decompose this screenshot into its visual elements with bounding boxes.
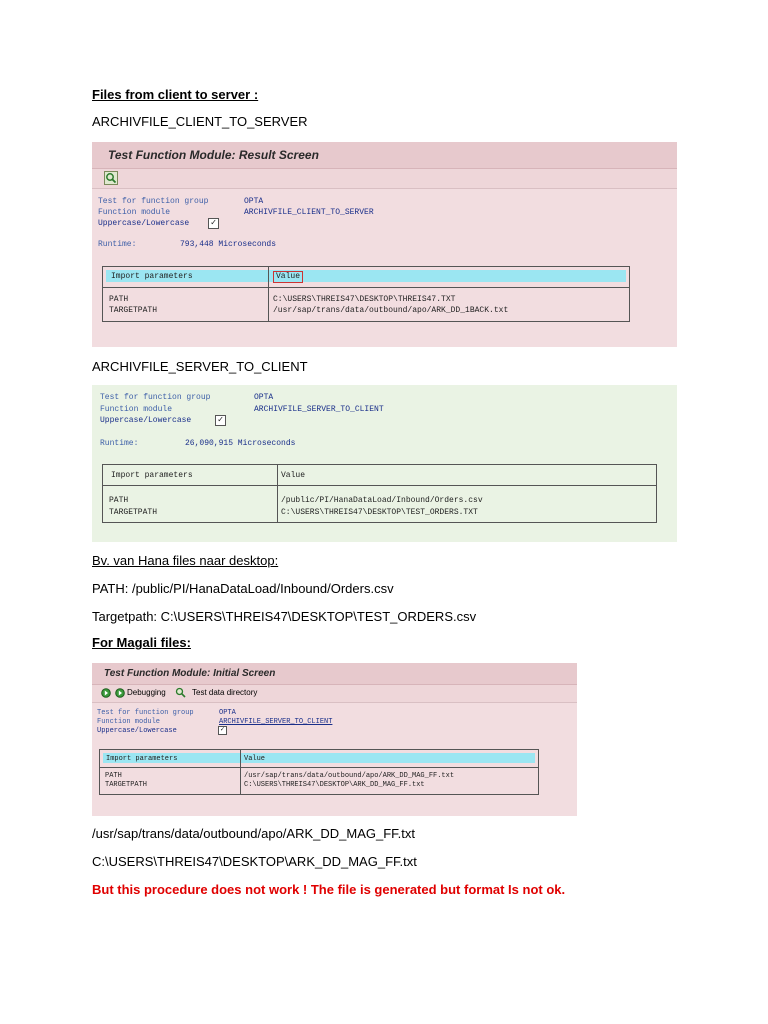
window-title: Test Function Module: Initial Screen bbox=[92, 663, 577, 685]
search-icon[interactable] bbox=[104, 171, 118, 190]
value-function-module[interactable]: ARCHIVFILE_SERVER_TO_CLIENT bbox=[219, 718, 333, 726]
param-value-path[interactable]: C:\USERS\THREIS47\DESKTOP\THREIS47.TXT bbox=[273, 295, 456, 304]
heading-client-to-server: Files from client to server : bbox=[92, 87, 259, 102]
fm-name-client-to-server: ARCHIVFILE_CLIENT_TO_SERVER bbox=[92, 114, 308, 129]
param-value-path[interactable]: /public/PI/HanaDataLoad/Inbound/Orders.csv bbox=[281, 496, 483, 505]
uppercase-checkbox[interactable]: ✓ bbox=[208, 218, 219, 229]
warning-note: But this procedure does not work ! The file is generated but format Is not ok. bbox=[92, 882, 566, 897]
param-value-targetpath[interactable]: C:\USERS\THREIS47\DESKTOP\TEST_ORDERS.TXT bbox=[281, 508, 478, 517]
search-icon[interactable] bbox=[175, 687, 186, 700]
execute-icon[interactable] bbox=[101, 688, 111, 700]
param-name-path: PATH bbox=[105, 772, 122, 780]
label-function-module: Function module bbox=[100, 405, 173, 414]
path-line: PATH: /public/PI/HanaDataLoad/Inbound/Orders.csv bbox=[92, 581, 394, 596]
label-runtime: Runtime: bbox=[100, 439, 139, 448]
sap-initial-screen bbox=[92, 663, 577, 816]
uppercase-checkbox[interactable]: ✓ bbox=[215, 415, 226, 426]
test-data-directory-button[interactable]: Test data directory bbox=[192, 688, 258, 697]
heading-hana-to-desktop: Bv. van Hana files naar desktop: bbox=[92, 553, 279, 568]
param-name-targetpath: TARGETPATH bbox=[109, 508, 158, 517]
label-runtime: Runtime: bbox=[98, 240, 137, 249]
column-header-import-parameters: Import parameters bbox=[106, 755, 178, 763]
sap-result-screen-server-to-client bbox=[92, 385, 677, 542]
label-function-module: Function module bbox=[97, 718, 161, 726]
window-title: Test Function Module: Result Screen bbox=[92, 142, 677, 169]
param-value-targetpath[interactable]: /usr/sap/trans/data/outbound/apo/ARK_DD_1BACK.txt bbox=[273, 306, 509, 315]
param-value-path[interactable]: /usr/sap/trans/data/outbound/apo/ARK_DD_MAG_FF.txt bbox=[244, 772, 455, 780]
label-uppercase-lowercase: Uppercase/Lowercase bbox=[97, 727, 177, 735]
import-parameters-table bbox=[102, 266, 630, 322]
label-function-group: Test for function group bbox=[100, 393, 211, 402]
heading-magali-files: For Magali files: bbox=[92, 635, 191, 650]
column-header-value[interactable]: Value bbox=[273, 271, 303, 283]
import-parameters-table bbox=[99, 749, 539, 795]
value-function-group: OPTA bbox=[244, 197, 264, 206]
value-function-group[interactable]: OPTA bbox=[219, 709, 236, 717]
column-header-import-parameters: Import parameters bbox=[111, 471, 193, 480]
targetpath-line: Targetpath: C:\USERS\THREIS47\DESKTOP\TEST_ORDERS.csv bbox=[92, 609, 477, 624]
debugging-button[interactable]: Debugging bbox=[127, 688, 166, 697]
sap-result-screen bbox=[92, 142, 677, 347]
label-function-group: Test for function group bbox=[98, 197, 209, 206]
param-value-targetpath[interactable]: C:\USERS\THREIS47\DESKTOP\ARK_DD_MAG_FF.txt bbox=[244, 781, 425, 789]
value-function-module: ARCHIVFILE_CLIENT_TO_SERVER bbox=[244, 208, 374, 217]
label-uppercase-lowercase: Uppercase/Lowercase bbox=[98, 219, 190, 228]
param-name-targetpath: TARGETPATH bbox=[105, 781, 148, 789]
magali-path-line: /usr/sap/trans/data/outbound/apo/ARK_DD_MAG_FF.txt bbox=[92, 826, 416, 841]
label-function-group: Test for function group bbox=[97, 709, 194, 717]
value-runtime: 26,090,915 Microseconds bbox=[185, 439, 296, 448]
param-name-targetpath: TARGETPATH bbox=[109, 306, 158, 315]
param-name-path: PATH bbox=[109, 496, 129, 505]
column-header-import-parameters: Import parameters bbox=[111, 272, 193, 281]
toolbar bbox=[92, 685, 577, 703]
column-header-value: Value bbox=[281, 471, 306, 480]
label-function-module: Function module bbox=[98, 208, 171, 217]
column-header-value: Value bbox=[244, 755, 266, 763]
value-function-module: ARCHIVFILE_SERVER_TO_CLIENT bbox=[254, 405, 384, 414]
debugging-icon[interactable] bbox=[115, 688, 125, 700]
value-runtime: 793,448 Microseconds bbox=[180, 240, 277, 249]
uppercase-checkbox[interactable]: ✓ bbox=[218, 726, 227, 735]
import-parameters-table bbox=[102, 464, 657, 523]
label-uppercase-lowercase: Uppercase/Lowercase bbox=[100, 416, 192, 425]
param-name-path: PATH bbox=[109, 295, 129, 304]
value-function-group: OPTA bbox=[254, 393, 274, 402]
toolbar bbox=[92, 169, 677, 189]
magali-target-line: C:\USERS\THREIS47\DESKTOP\ARK_DD_MAG_FF.txt bbox=[92, 854, 417, 869]
fm-name-server-to-client: ARCHIVFILE_SERVER_TO_CLIENT bbox=[92, 359, 308, 374]
